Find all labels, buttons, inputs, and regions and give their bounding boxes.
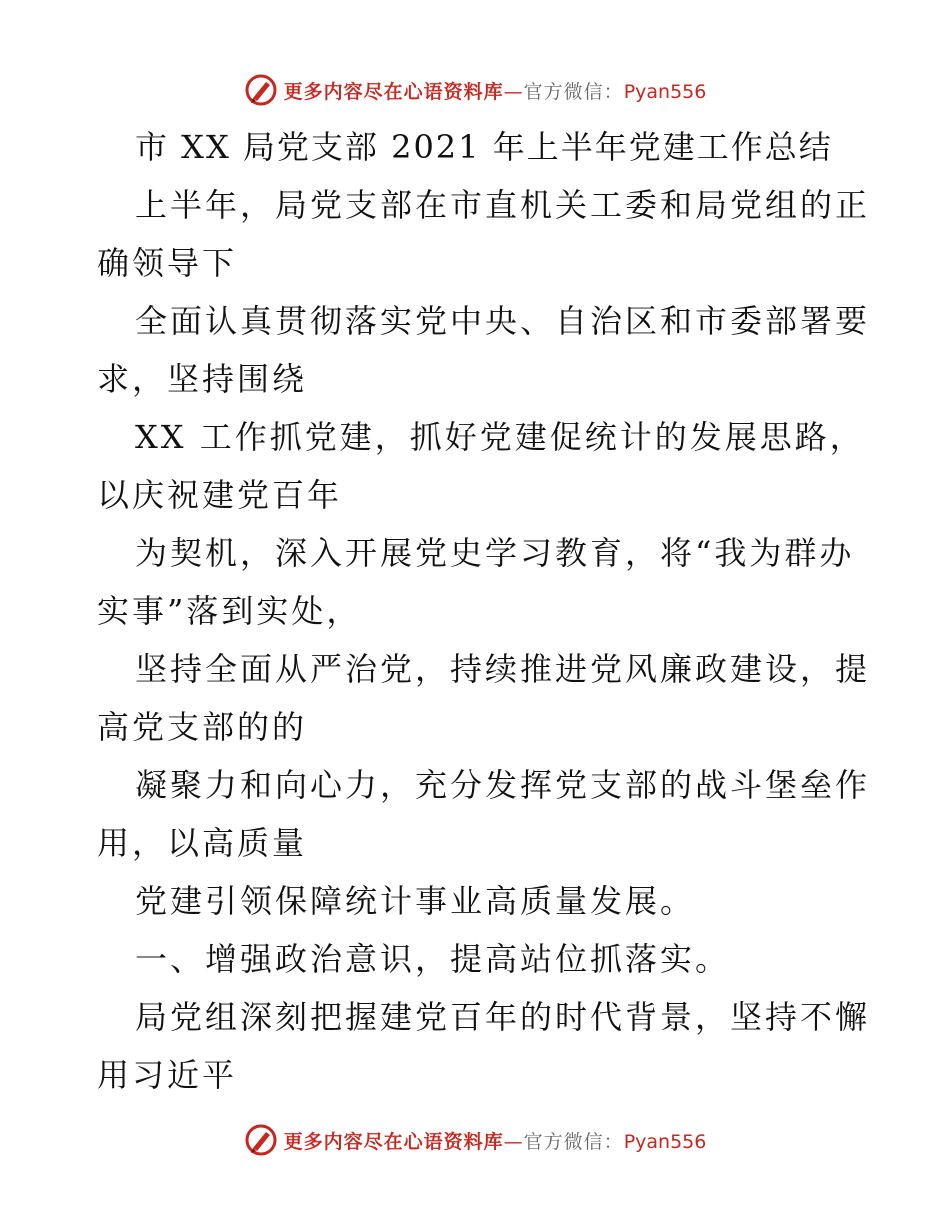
paragraph-line: 以庆祝建党百年 (97, 476, 343, 514)
pen-logo-icon (244, 1123, 278, 1157)
paragraph-line: 凝聚力和向心力，充分发挥党支部的战斗堡垒作 (135, 766, 871, 804)
paragraph-line: 用习近平 (97, 1056, 238, 1094)
watermark-id: Pyan556 (623, 1130, 707, 1153)
paragraph-line: 高党支部的的 (97, 708, 308, 746)
watermark-id: Pyan556 (623, 80, 707, 103)
watermark-header (0, 70, 950, 110)
paragraph-line: XX 工作抓党建，抓好党建促统计的发展思路， (135, 418, 865, 456)
paragraph-line: 确领导下 (97, 244, 238, 282)
document-lines (97, 176, 871, 1104)
paragraph-line: 求，坚持围绕 (97, 360, 308, 398)
document-body (97, 118, 871, 1104)
paragraph-line: 局党组深刻把握建党百年的时代背景，坚持不懈 (135, 998, 871, 1036)
watermark-footer (0, 1120, 950, 1160)
paragraph-line: 实事”落到实处， (97, 592, 362, 630)
watermark-main: 更多内容尽在心语资料库 (283, 80, 504, 103)
document-title: 市 XX 局党支部 2021 年上半年党建工作总结 (135, 128, 833, 166)
paragraph-line: 全面认真贯彻落实党中央、自治区和市委部署要 (135, 302, 871, 340)
watermark-text (284, 77, 707, 104)
watermark-label: 官方微信： (523, 1130, 624, 1153)
watermark-dash: — (503, 80, 524, 103)
paragraph-line: 坚持全面从严治党，持续推进党风廉政建设，提 (135, 650, 871, 688)
pen-logo-icon (244, 73, 278, 107)
paragraph-line: 用，以高质量 (97, 824, 308, 862)
watermark-main: 更多内容尽在心语资料库 (283, 1130, 504, 1153)
watermark-label: 官方微信： (523, 80, 624, 103)
watermark-dash: — (503, 1130, 524, 1153)
paragraph-line: 为契机，深入开展党史学习教育，将“我为群办 (135, 534, 855, 572)
paragraph-line: 上半年，局党支部在市直机关工委和局党组的正 (135, 186, 871, 224)
watermark-text (284, 1127, 707, 1154)
paragraph-line: 一、增强政治意识，提高站位抓落实。 (135, 940, 731, 978)
paragraph-line: 党建引领保障统计事业高质量发展。 (135, 882, 696, 920)
